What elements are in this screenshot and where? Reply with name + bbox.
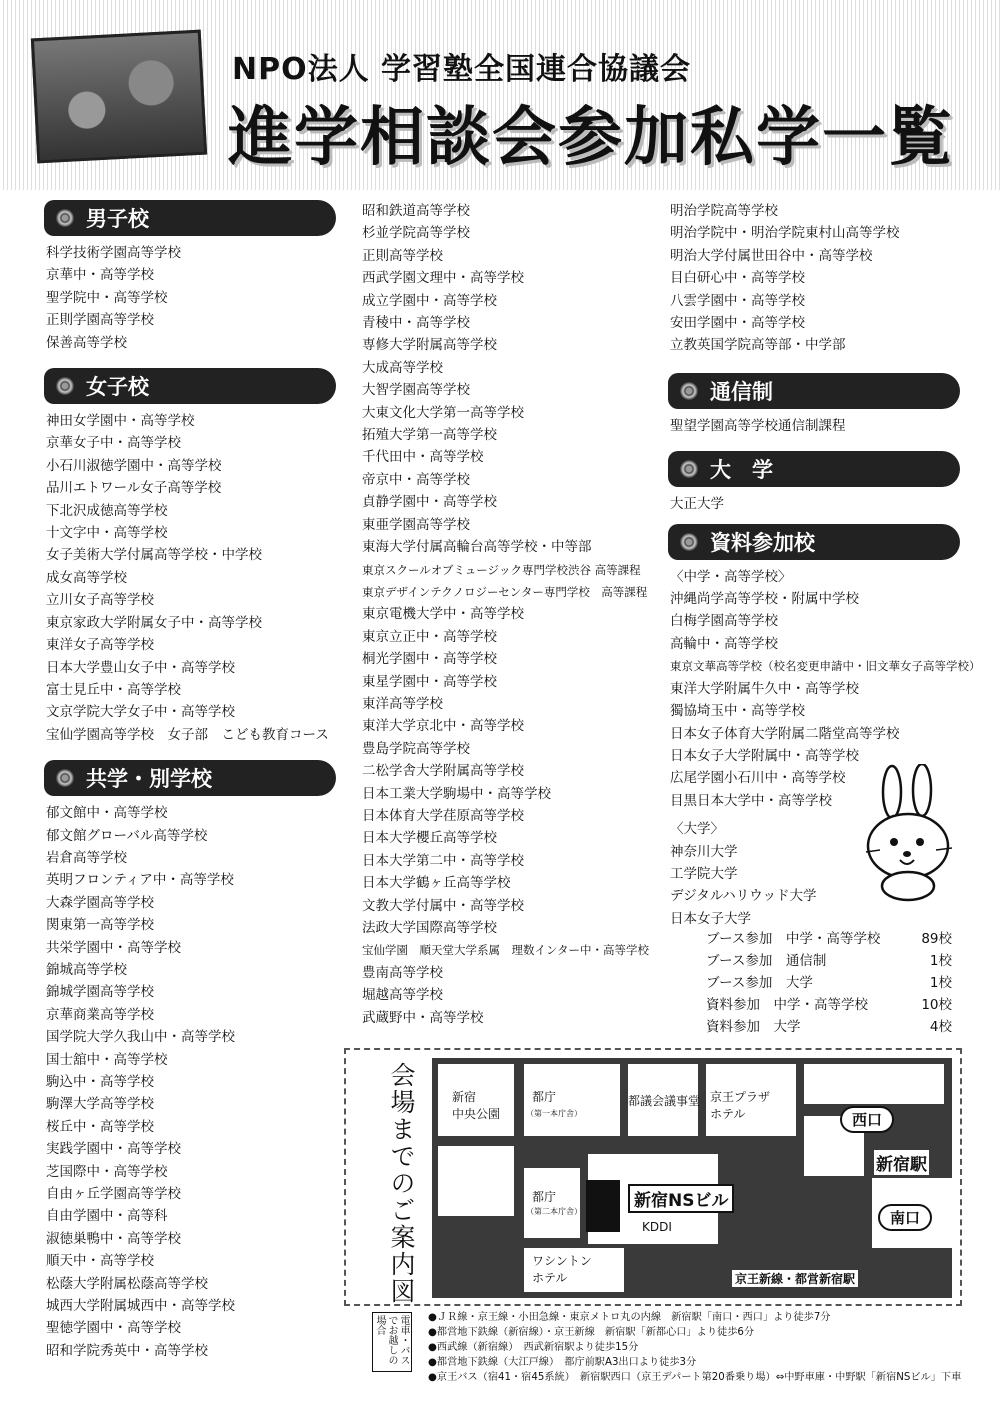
category-boys — [44, 200, 336, 236]
school-item: 国士舘中・高等学校 — [46, 1051, 168, 1068]
school-item: 日本工業大学駒場中・高等学校 — [362, 785, 551, 802]
category-label: 男子校 — [86, 207, 149, 231]
category-correspondence — [668, 373, 960, 409]
map-label-tocho1: 都庁 — [532, 1090, 557, 1104]
map-label-tocho2: 都庁 — [532, 1190, 557, 1204]
school-item: 広尾学園小石川中・高等学校 — [670, 770, 846, 787]
school-item: 神田女学園中・高等学校 — [46, 413, 195, 430]
school-item: 東海大学付属高輪台高等学校・中等部 — [362, 539, 592, 556]
coed-school-list-2 — [362, 200, 662, 1029]
school-item: 淑徳巣鴨中・高等学校 — [46, 1230, 181, 1247]
school-item: 日本大学櫻丘高等学校 — [362, 830, 497, 847]
school-item: 聖学院中・高等学校 — [46, 289, 168, 306]
school-item: 日本女子体育大学附属二階堂高等学校 — [670, 725, 900, 742]
map-label-gikai: 都議会議事堂 — [628, 1094, 701, 1108]
school-item: 日本大学鶴ヶ丘高等学校 — [362, 875, 511, 892]
school-item: 京華中・高等学校 — [46, 267, 154, 284]
subheading-hs: 〈中学・高等学校〉 — [670, 568, 792, 585]
school-item: 大正大学 — [670, 496, 724, 513]
school-item: 小石川淑徳学園中・高等学校 — [46, 457, 222, 474]
school-item: 高輪中・高等学校 — [670, 635, 778, 652]
page-title: 進学相談会参加私学一覧 — [228, 101, 954, 175]
school-item: 大智学園高等学校 — [362, 382, 470, 399]
school-item: 目黒日本大学中・高等学校 — [670, 792, 832, 809]
school-item: デジタルハリウッド大学 — [670, 888, 817, 905]
school-item: 日本女子大学附属中・高等学校 — [670, 747, 859, 764]
school-item: 十文字中・高等学校 — [46, 525, 168, 542]
access-line: ●西武線（新宿線） 西武新宿駅より徒歩15分 — [428, 1342, 639, 1353]
school-item: 日本体育大学荏原高等学校 — [362, 807, 524, 824]
school-item: 東京電機大学中・高等学校 — [362, 606, 524, 623]
school-item: 京華商業高等学校 — [46, 1006, 154, 1023]
category-materials — [668, 524, 960, 560]
school-item: 貞静学園中・高等学校 — [362, 494, 497, 511]
school-item: 自由学園中・高等科 — [46, 1208, 168, 1225]
coed-school-list-3 — [670, 200, 960, 357]
school-item: 東京家政大学附属女子中・高等学校 — [46, 614, 262, 631]
school-item: 富士見丘中・高等学校 — [46, 681, 181, 698]
category-label: 女子校 — [86, 375, 149, 400]
bullet-icon — [680, 460, 698, 478]
school-item: 正則高等学校 — [362, 247, 443, 264]
access-line: ●京王バス（宿41・宿45系統） 新宿駅西口（京王デパート第20番乗り場）⇔中野車庫・中野駅「新宿NSビル」下車 — [428, 1372, 962, 1383]
access-directions — [428, 1310, 968, 1385]
stat-row: 資料参加 大学 4校 — [706, 1019, 952, 1035]
boys-school-list — [46, 242, 336, 354]
school-item: 女子美術大学付属高等学校・中学校 — [46, 547, 262, 564]
school-item: 下北沢成徳高等学校 — [46, 502, 168, 519]
map-block-west — [438, 1146, 514, 1216]
map-label-kddi: KDDI — [642, 1220, 672, 1234]
school-item: 順天中・高等学校 — [46, 1253, 154, 1270]
stat-row: ブース参加 大学 1校 — [706, 975, 952, 991]
bullet-icon — [56, 209, 74, 227]
bus-train-tag: 電車・バスでお越しの場合 — [372, 1312, 412, 1372]
school-item: 東亜学園高等学校 — [362, 516, 470, 533]
school-item: 千代田中・高等学校 — [362, 449, 484, 466]
school-item: 拓殖大学第一高等学校 — [362, 427, 497, 444]
school-item: 品川エトワール女子高等学校 — [46, 480, 222, 497]
school-item: 駒込中・高等学校 — [46, 1074, 154, 1090]
school-item: 岩倉高等学校 — [46, 849, 127, 866]
school-item: 大成高等学校 — [362, 359, 443, 376]
school-item: 郁文館グローバル高等学校 — [46, 827, 208, 844]
participation-stats — [706, 928, 952, 1038]
category-label: 共学・別学校 — [86, 767, 212, 792]
school-item: 実践学園中・高等学校 — [46, 1141, 181, 1158]
school-item: 日本女子大学 — [670, 910, 751, 927]
school-item: 自由ヶ丘学園高等学校 — [46, 1186, 181, 1203]
school-item: 東洋大学京北中・高等学校 — [362, 718, 524, 735]
school-item: 明治学院中・明治学院東村山高等学校 — [670, 225, 900, 242]
school-item: 大森学園高等学校 — [46, 894, 154, 911]
school-item: 二松学舎大学附属高等学校 — [362, 763, 524, 780]
map-label-park: 新宿 中央公園 — [452, 1090, 501, 1121]
school-item: 成女高等学校 — [46, 569, 127, 586]
school-item: 工学院大学 — [670, 865, 738, 882]
school-item: 豊南高等学校 — [362, 964, 443, 981]
school-item: 東京立正中・高等学校 — [362, 628, 497, 645]
school-item: 文京学院大学女子中・高等学校 — [46, 704, 235, 721]
school-item: 成立学園中・高等学校 — [362, 292, 497, 309]
school-item: 神奈川大学 — [670, 843, 738, 860]
school-item: 青稜中・高等学校 — [362, 315, 470, 332]
category-label: 資料参加校 — [710, 530, 815, 555]
bullet-icon — [56, 377, 74, 395]
bullet-icon — [680, 533, 698, 551]
school-item: 安田学園中・高等学校 — [670, 315, 805, 332]
school-item: 東洋女子高等学校 — [46, 637, 154, 654]
organization-name: NPO法人 学習塾全国連合協議会 — [232, 52, 692, 87]
school-item: 正則学園高等学校 — [46, 312, 154, 329]
school-item: 東星学園中・高等学校 — [362, 673, 497, 690]
access-line: ●都営地下鉄線（新宿線）・京王新線 新宿駅「新都心口」より徒歩6分 — [428, 1327, 755, 1338]
school-item: 文教大学付属中・高等学校 — [362, 897, 524, 914]
school-item: 日本大学豊山女子中・高等学校 — [46, 659, 235, 676]
map-label-minamiguchi: 南口 — [878, 1204, 932, 1231]
school-item: 国学院大学久我山中・高等学校 — [46, 1029, 235, 1046]
map-label-tocho2-sub: （第二本庁舎） — [526, 1207, 582, 1216]
school-item: 専修大学附属高等学校 — [362, 337, 497, 354]
school-item: 東京デザインテクノロジーセンター専門学校 高等課程 — [362, 584, 648, 599]
school-item: 英明フロンティア中・高等学校 — [46, 872, 234, 889]
school-item: 明治大学付属世田谷中・高等学校 — [670, 247, 873, 264]
stat-row: 資料参加 中学・高等学校 10校 — [706, 997, 952, 1013]
rabbit-mascot-icon — [860, 764, 960, 904]
school-item: 錦城学園高等学校 — [46, 984, 154, 1001]
access-map — [432, 1058, 952, 1298]
girls-school-list — [46, 410, 336, 746]
stat-row: ブース参加 中学・高等学校 89校 — [706, 931, 952, 947]
school-item: 帝京中・高等学校 — [362, 471, 470, 488]
school-item: 立川女子高等学校 — [46, 592, 154, 609]
school-item: 共栄学園中・高等学校 — [46, 939, 181, 956]
school-item: 東洋大学附属牛久中・高等学校 — [670, 680, 859, 697]
school-item: 日本大学第二中・高等学校 — [362, 852, 524, 869]
school-item: 錦城高等学校 — [46, 961, 127, 978]
school-item: 宝仙学園高等学校 女子部 こども教育コース — [46, 726, 329, 743]
school-item: 保善高等学校 — [46, 334, 127, 351]
school-item: 聖徳学園中・高等学校 — [46, 1320, 181, 1337]
access-line: ●都営地下鉄線（大江戸線） 都庁前駅A3出口より徒歩3分 — [428, 1357, 697, 1368]
school-item: 昭和学院秀英中・高等学校 — [46, 1342, 208, 1359]
category-label: 大 学 — [710, 458, 773, 483]
map-label-washington: ワシントン ホテル — [532, 1254, 592, 1285]
school-item: 郁文館中・高等学校 — [46, 805, 168, 822]
school-item: 芝国際中・高等学校 — [46, 1163, 168, 1180]
school-item: 白梅学園高等学校 — [670, 613, 778, 630]
column-1 — [46, 200, 336, 1362]
school-item: 堀越高等学校 — [362, 987, 443, 1004]
category-coed — [44, 760, 336, 796]
school-item: 東京文華高等学校（校名変更申請中・旧文華女子高等学校） — [670, 659, 981, 674]
bullet-icon — [56, 769, 74, 787]
school-item: 杉並学院高等学校 — [362, 225, 470, 242]
map-label-keio-plaza: 京王プラザ ホテル — [710, 1090, 771, 1121]
column-2 — [362, 200, 662, 1029]
ns-building-marker — [586, 1180, 620, 1232]
school-item: 獨協埼玉中・高等学校 — [670, 703, 805, 720]
bullet-icon — [680, 382, 698, 400]
stat-row: ブース参加 通信制 1校 — [706, 953, 952, 969]
school-item: 東京スクールオブミュージック専門学校渋谷 高等課程 — [362, 562, 641, 577]
school-item: 豊島学院高等学校 — [362, 740, 470, 757]
school-item: 昭和鉄道高等学校 — [362, 203, 470, 219]
school-item: 関東第一高等学校 — [46, 917, 154, 934]
map-label-shinjuku-station: 新宿駅 — [874, 1150, 929, 1175]
school-item: 駒澤大学高等学校 — [46, 1096, 154, 1113]
category-label: 通信制 — [710, 379, 773, 404]
school-item: 桐光学園中・高等学校 — [362, 651, 497, 668]
map-title: 会場までのご案内図 — [387, 1062, 416, 1305]
school-item: 八雲学園中・高等学校 — [670, 292, 805, 309]
school-item: 聖望学園高等学校通信制課程 — [670, 417, 846, 434]
school-item: 大東文化大学第一高等学校 — [362, 404, 524, 421]
school-item: 西武学園文理中・高等学校 — [362, 270, 524, 287]
school-item: 武蔵野中・高等学校 — [362, 1009, 484, 1026]
school-item: 科学技術学園高等学校 — [46, 245, 181, 261]
school-item: 法政大学国際高等学校 — [362, 920, 497, 936]
school-item: 立教英国学院高等部・中学部 — [670, 337, 846, 354]
school-item: 松蔭大学附属松蔭高等学校 — [46, 1275, 208, 1292]
header-banner — [0, 0, 1000, 190]
category-girls — [44, 368, 336, 404]
coed-school-list-1 — [46, 802, 336, 1362]
map-label-tocho1-sub: （第一本庁舎） — [526, 1109, 582, 1118]
map-label-ns-building: 新宿NSビル — [628, 1184, 734, 1213]
school-item: 目白研心中・高等学校 — [670, 270, 805, 287]
access-line: ●ＪＲ線・京王線・小田急線・東京メトロ丸の内線 新宿駅「南口・西口」より徒歩7分 — [428, 1312, 831, 1323]
school-item: 東洋高等学校 — [362, 695, 443, 712]
school-item: 京華女子中・高等学校 — [46, 435, 181, 452]
subheading-univ: 〈大学〉 — [670, 821, 724, 838]
header-photo — [31, 30, 207, 164]
category-university — [668, 451, 960, 487]
map-block-ne — [804, 1064, 944, 1104]
map-label-keio-line: 京王新線・都営新宿駅 — [732, 1270, 858, 1287]
school-item: 明治学院高等学校 — [670, 203, 778, 219]
map-label-nishiguchi: 西口 — [840, 1106, 894, 1133]
school-item: 宝仙学園 順天堂大学系属 理数インター中・高等学校 — [362, 943, 650, 958]
school-item: 城西大学附属城西中・高等学校 — [46, 1298, 235, 1315]
school-item: 桜丘中・高等学校 — [46, 1118, 154, 1135]
school-item: 沖縄尚学高等学校・附属中学校 — [670, 591, 859, 608]
